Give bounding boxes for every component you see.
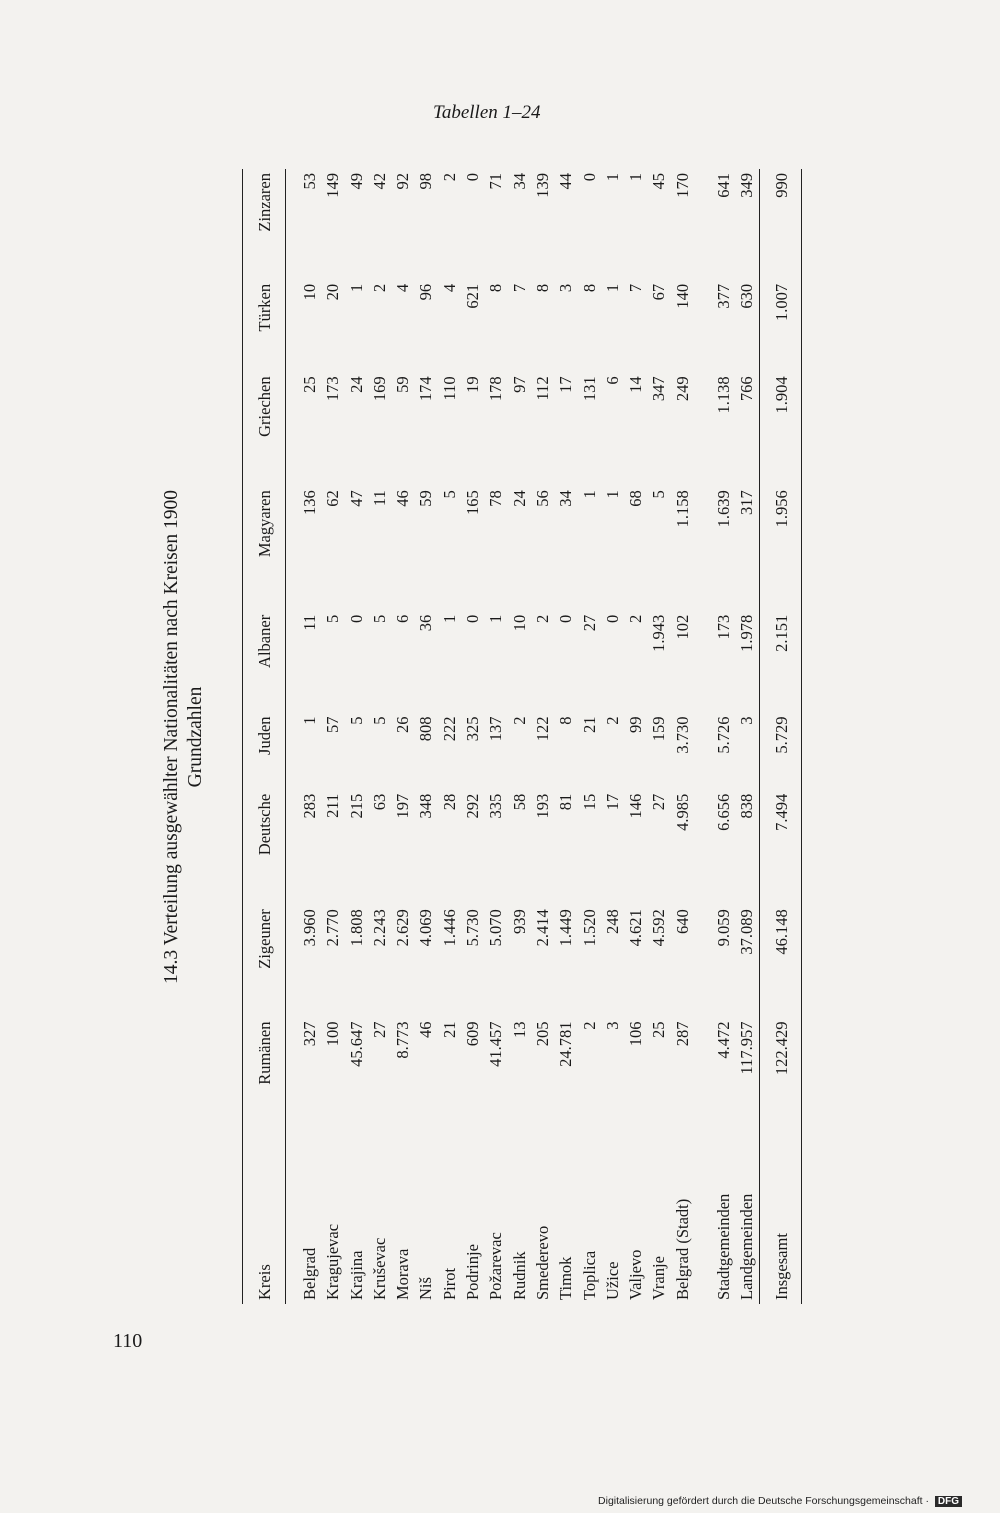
dfg-logo: DFG — [935, 1496, 962, 1507]
table-title: 14.3 Verteilung ausgewählter Nationalitäten nach Kreisen 1900 — [161, 489, 182, 985]
table-row — [531, 169, 554, 1304]
table-cell: 37.089 — [737, 909, 757, 955]
table-cell: 165 — [463, 490, 483, 515]
table-cell: 71 — [486, 173, 506, 190]
table-cell: 25 — [649, 1021, 669, 1039]
table-row — [578, 169, 601, 1304]
row-label: Kragujevac — [323, 1223, 343, 1300]
table-row — [414, 169, 437, 1304]
table-cell: 5.726 — [714, 716, 734, 754]
table-cell: 283 — [300, 793, 319, 819]
table-cell: 1.446 — [439, 909, 459, 947]
table-cell: 20 — [323, 283, 343, 301]
table-cell: 939 — [509, 909, 529, 934]
table-cell: 630 — [737, 283, 757, 309]
table-cell: 1.520 — [579, 909, 599, 947]
table-cell: 1.978 — [737, 614, 757, 652]
table-cell: 26 — [393, 716, 413, 733]
table-cell: 139 — [532, 173, 552, 198]
table-cell: 1.639 — [714, 490, 734, 528]
table-cell: 2.414 — [532, 909, 552, 947]
table-cell: 5 — [369, 716, 389, 725]
table-cell: 5.730 — [463, 909, 483, 947]
nationalities-table — [242, 169, 802, 1304]
table-cell: 287 — [672, 1021, 692, 1047]
header-cell: Juden — [243, 712, 286, 789]
table-cell: 1 — [486, 614, 506, 624]
table-cell: 110 — [439, 376, 459, 401]
header-cell: Zigeuner — [243, 905, 286, 1017]
table-cell: 62 — [323, 490, 343, 507]
total-cell: 1.956 — [759, 486, 801, 611]
table-cell: 9.059 — [714, 909, 734, 947]
table-row — [286, 169, 322, 1304]
table-cell: 173 — [323, 376, 343, 402]
total-cell: 990 — [759, 169, 801, 280]
header-cell: Rumänen — [243, 1018, 286, 1136]
table-cell: 47 — [346, 490, 366, 507]
table-cell: 4.069 — [416, 909, 436, 947]
table-cell: 5 — [439, 490, 459, 499]
row-label: Podrinje — [463, 1244, 483, 1300]
table-cell: 8.773 — [393, 1021, 413, 1059]
table-row — [508, 169, 531, 1304]
table-row — [624, 169, 647, 1304]
table-cell: 131 — [579, 376, 599, 402]
row-label: Užice — [602, 1261, 622, 1300]
table-cell: 46 — [393, 490, 413, 507]
table-cell: 621 — [463, 283, 483, 309]
table-cell: 1.138 — [714, 376, 734, 414]
table-cell: 3 — [556, 283, 576, 293]
rotated-table-container — [150, 162, 820, 1312]
table-cell: 197 — [393, 793, 413, 819]
table-cell: 67 — [649, 283, 669, 301]
table-cell: 4.472 — [714, 1021, 734, 1059]
table-row — [438, 169, 461, 1304]
table-cell: 349 — [737, 173, 757, 198]
total-cell: 1.904 — [759, 372, 801, 486]
row-label: Kruševac — [369, 1237, 389, 1300]
table-cell: 211 — [323, 793, 343, 818]
table-row — [735, 169, 759, 1304]
table-cell: 34 — [509, 173, 529, 190]
table-cell: 193 — [532, 793, 552, 819]
table-cell: 149 — [323, 173, 343, 198]
table-cell: 5 — [369, 614, 389, 624]
table-cell: 102 — [672, 614, 692, 640]
table-cell: 3.730 — [672, 716, 692, 754]
table-cell: 24 — [509, 490, 529, 507]
table-row — [345, 169, 368, 1304]
total-cell: 7.494 — [759, 790, 801, 905]
table-cell: 317 — [737, 490, 757, 515]
table-cell: 1 — [602, 283, 622, 293]
table-cell: 21 — [579, 716, 599, 733]
table-cell: 808 — [416, 716, 436, 742]
table-cell: 838 — [737, 793, 757, 819]
table-cell: 4.985 — [672, 793, 692, 831]
table-cell: 3 — [737, 716, 757, 725]
table-cell: 292 — [463, 793, 483, 819]
table-cell: 2 — [626, 614, 646, 624]
table-cell: 2.243 — [369, 909, 389, 947]
table-cell: 2.629 — [393, 909, 413, 947]
table-cell: 122 — [532, 716, 552, 742]
table-cell: 6 — [602, 376, 622, 385]
table-cell: 1.158 — [672, 490, 692, 528]
row-label: Pirot — [439, 1267, 459, 1300]
table-cell: 27 — [369, 1021, 389, 1039]
table-cell: 170 — [672, 173, 692, 198]
total-cell: 1.007 — [759, 280, 801, 373]
table-cell: 5 — [323, 614, 343, 624]
table-cell: 325 — [463, 716, 483, 742]
table-cell: 8 — [486, 283, 506, 293]
table-cell: 347 — [649, 376, 669, 402]
table-cell: 4.592 — [649, 909, 669, 947]
header-cell: Magyaren — [243, 486, 286, 611]
table-cell: 57 — [323, 716, 343, 733]
table-cell: 1 — [602, 490, 622, 499]
table-cell: 8 — [532, 283, 552, 293]
table-cell: 1.808 — [346, 909, 366, 947]
table-cell: 45 — [649, 173, 669, 190]
table-cell: 25 — [300, 376, 319, 393]
table-row — [647, 169, 670, 1304]
table-cell: 49 — [346, 173, 366, 190]
table-cell: 0 — [346, 614, 366, 624]
table-row — [694, 169, 735, 1304]
table-cell: 44 — [556, 173, 576, 190]
page-number: 110 — [113, 1330, 143, 1352]
table-cell: 97 — [509, 376, 529, 393]
table-cell: 4 — [439, 283, 459, 293]
total-cell: 46.148 — [759, 905, 801, 1017]
table-cell: 58 — [509, 793, 529, 811]
table-cell: 7 — [509, 283, 529, 293]
table-cell: 4 — [393, 283, 413, 293]
header-cell: Türken — [243, 280, 286, 373]
table-cell: 0 — [463, 173, 483, 182]
table-row — [554, 169, 577, 1304]
table-cell: 100 — [323, 1021, 343, 1047]
table-cell: 117.957 — [737, 1021, 757, 1075]
table-cell: 205 — [532, 1021, 552, 1047]
table-cell: 159 — [649, 716, 669, 742]
table-cell: 8 — [579, 283, 599, 293]
table-cell: 1 — [346, 283, 366, 293]
table-cell: 59 — [393, 376, 413, 393]
table-cell: 173 — [714, 614, 734, 640]
table-cell: 1.449 — [556, 909, 576, 947]
table-cell: 5 — [649, 490, 669, 499]
table-cell: 17 — [602, 793, 622, 811]
table-subtitle: Grundzahlen — [185, 686, 206, 788]
table-cell: 222 — [439, 716, 459, 742]
row-label: Valjevo — [626, 1249, 646, 1300]
table-cell: 1 — [579, 490, 599, 499]
table-cell: 2 — [509, 716, 529, 725]
table-cell: 36 — [416, 614, 436, 632]
total-cell: 122.429 — [759, 1018, 801, 1136]
table-row — [321, 169, 344, 1304]
table-cell: 609 — [463, 1021, 483, 1047]
table-cell: 28 — [439, 793, 459, 811]
table-cell: 5.070 — [486, 909, 506, 947]
table-cell: 0 — [463, 614, 483, 624]
running-header: Tabellen 1–24 — [433, 102, 541, 123]
table-cell: 11 — [369, 490, 389, 507]
table-cell: 15 — [579, 793, 599, 811]
table-cell: 140 — [672, 283, 692, 309]
header-cell: Albaner — [243, 611, 286, 713]
table-cell: 766 — [737, 376, 757, 402]
row-label: Belgrad (Stadt) — [672, 1198, 692, 1300]
table-cell: 96 — [416, 283, 436, 301]
table-body — [286, 169, 760, 1304]
table-row — [671, 169, 694, 1304]
table-cell: 8 — [556, 716, 576, 725]
table-footer — [759, 169, 801, 1304]
table-cell: 6 — [393, 614, 413, 624]
table-cell: 2.770 — [323, 909, 343, 947]
table-cell: 2 — [439, 173, 459, 182]
table-cell: 41.457 — [486, 1021, 506, 1067]
row-label: Vranje — [649, 1256, 669, 1300]
table-cell: 0 — [556, 614, 576, 624]
header-cell: Zinzaren — [243, 169, 286, 280]
table-cell: 45.647 — [346, 1021, 366, 1067]
row-label: Niš — [416, 1277, 436, 1300]
table-cell: 11 — [300, 614, 319, 631]
footer-credit-text: Digitalisierung gefördert durch die Deutsche Forschungsgemeinschaft · — [598, 1495, 929, 1507]
table-cell: 34 — [556, 490, 576, 507]
table-cell: 249 — [672, 376, 692, 402]
row-label: Landgemeinden — [737, 1193, 757, 1300]
table-cell: 146 — [626, 793, 646, 819]
total-cell: 2.151 — [759, 611, 801, 713]
table-row — [391, 169, 414, 1304]
table-cell: 327 — [300, 1021, 319, 1047]
header-cell: Deutsche — [243, 790, 286, 905]
table-cell: 3 — [602, 1021, 622, 1030]
table-cell: 1 — [439, 614, 459, 624]
table-cell: 640 — [672, 909, 692, 934]
row-label: Timok — [556, 1256, 576, 1300]
table-cell: 1.943 — [649, 614, 669, 652]
table-cell: 112 — [532, 376, 552, 401]
table-cell: 1 — [300, 716, 319, 725]
table-cell: 0 — [602, 614, 622, 624]
table-cell: 81 — [556, 793, 576, 811]
total-cell: 5.729 — [759, 712, 801, 789]
table-cell: 0 — [579, 173, 599, 182]
table-cell: 68 — [626, 490, 646, 507]
table-cell: 17 — [556, 376, 576, 393]
row-label: Stadtgemeinden — [714, 1193, 734, 1300]
table-header — [243, 169, 286, 1304]
table-cell: 1 — [602, 173, 622, 182]
header-row — [243, 169, 286, 1304]
table-cell: 7 — [626, 283, 646, 293]
table-cell: 4.621 — [626, 909, 646, 947]
table-cell: 53 — [300, 173, 319, 190]
table-cell: 2 — [369, 283, 389, 293]
table-cell: 6.656 — [714, 793, 734, 831]
table-row — [368, 169, 391, 1304]
table-cell: 99 — [626, 716, 646, 733]
table-cell: 3.960 — [300, 909, 319, 947]
table-cell: 2 — [602, 716, 622, 725]
table-cell: 10 — [509, 614, 529, 632]
row-label: Smederevo — [532, 1225, 552, 1300]
table-cell: 21 — [439, 1021, 459, 1039]
table-cell: 56 — [532, 490, 552, 507]
table-cell: 641 — [714, 173, 734, 198]
table-cell: 59 — [416, 490, 436, 507]
table-cell: 137 — [486, 716, 506, 742]
table-cell: 42 — [369, 173, 389, 190]
row-label: Krajina — [346, 1250, 366, 1300]
table-cell: 106 — [626, 1021, 646, 1047]
header-cell: Griechen — [243, 372, 286, 486]
table-cell: 248 — [602, 909, 622, 934]
table-rotation-frame — [150, 162, 820, 1312]
header-kreis: Kreis — [243, 1136, 286, 1304]
table-cell: 10 — [300, 283, 319, 301]
table-cell: 27 — [649, 793, 669, 811]
table-cell: 13 — [509, 1021, 529, 1039]
table-row — [601, 169, 624, 1304]
table-cell: 2 — [532, 614, 552, 624]
table-cell: 78 — [486, 490, 506, 507]
table-title-block — [160, 162, 208, 1312]
table-cell: 215 — [346, 793, 366, 819]
table-cell: 46 — [416, 1021, 436, 1039]
table-cell: 335 — [486, 793, 506, 819]
table-cell: 169 — [369, 376, 389, 402]
table-cell: 14 — [626, 376, 646, 393]
table-cell: 5 — [346, 716, 366, 725]
table-cell: 2 — [579, 1021, 599, 1030]
table-cell: 348 — [416, 793, 436, 819]
row-label: Rudnik — [509, 1251, 529, 1300]
table-cell: 178 — [486, 376, 506, 402]
table-cell: 1 — [626, 173, 646, 182]
row-label: Toplica — [579, 1250, 599, 1300]
table-cell: 27 — [579, 614, 599, 632]
table-cell: 98 — [416, 173, 436, 190]
total-row — [759, 169, 801, 1304]
row-label: Morava — [393, 1248, 413, 1300]
row-label: Požarevac — [486, 1232, 506, 1300]
table-row — [484, 169, 507, 1304]
table-cell: 24.781 — [556, 1021, 576, 1067]
table-cell: 377 — [714, 283, 734, 309]
table-cell: 136 — [300, 490, 319, 515]
table-row — [461, 169, 484, 1304]
table-cell: 92 — [393, 173, 413, 190]
table-cell: 19 — [463, 376, 483, 393]
footer-credit — [598, 1495, 962, 1507]
total-label: Insgesamt — [759, 1136, 801, 1304]
row-label: Belgrad — [300, 1247, 319, 1300]
table-cell: 63 — [369, 793, 389, 811]
table-cell: 24 — [346, 376, 366, 393]
table-cell: 174 — [416, 376, 436, 402]
